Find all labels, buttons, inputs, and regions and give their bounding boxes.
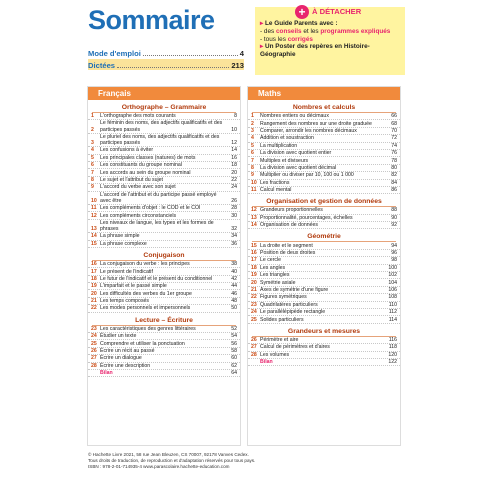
toc-row[interactable] [248,250,400,257]
toc-row[interactable] [248,287,400,294]
chapter-title: Quadrilatères particuliers [260,301,318,308]
chapter-title: Bilan [260,359,273,366]
chapter-number: 15 [91,240,97,247]
page-number: 78 [391,157,397,164]
toc-row[interactable] [248,302,400,309]
page-number: 74 [391,142,397,149]
toc-row[interactable] [88,113,240,120]
toc-row[interactable] [248,143,400,150]
chapter-number: 14 [251,222,257,229]
page-number: 98 [391,257,397,264]
page-number: 92 [391,222,397,229]
toc-row[interactable] [248,180,400,187]
toc-row[interactable] [248,337,400,344]
toc-row[interactable] [248,187,400,194]
chapter-title: Axes de symétrie d'une figure [260,287,329,293]
chapter-number: 12 [251,207,257,214]
page-number: 100 [388,264,397,271]
chapter-title: La droite et le segment [260,242,313,249]
chapter-number: 3 [251,127,254,134]
toc-row[interactable] [88,147,240,154]
chapter-title: Le parallélépipède rectangle [260,309,326,316]
chapter-number: 28 [91,362,97,369]
page-number: 62 [231,362,237,369]
chapter-number: 6 [251,150,254,157]
chapter-number: 20 [91,290,97,297]
chapter-number: 17 [251,257,257,264]
chapter-number: 28 [251,351,257,358]
page-number: 96 [391,250,397,257]
page-number: 18 [231,162,237,169]
chapter-number: 17 [91,268,97,275]
toc-row[interactable] [88,177,240,184]
page-number: 54 [231,333,237,340]
chapter-title: Les triangles [260,272,290,279]
toc-row[interactable] [248,294,400,301]
section-title: Géométrie [252,232,396,242]
toc-row[interactable] [88,298,240,305]
detach-title: À DÉTACHER [312,7,362,16]
detach-box [255,7,405,75]
detach-lines: ▸ Le Guide Parents avec : - des conseils et les programmes expliqués - tous les corrigés ▸ Un Poster des repères en Histoire-Géographie [260,20,391,59]
toc-entry-mode-emploi[interactable]: Mode d'emploi 4 [88,49,244,58]
page-number: 50 [231,305,237,312]
section-title: Orthographe – Grammaire [92,103,236,113]
chapter-number: 3 [91,140,94,146]
toc-row[interactable] [88,290,240,297]
chapter-title: Écrire un dialogue [100,355,142,362]
chapter-title: Écrire un récit au passé [100,348,155,355]
toc-row[interactable] [88,355,240,362]
page-number: 44 [231,283,237,290]
chapter-number: 15 [251,242,257,249]
chapter-number: 23 [91,325,97,332]
toc-row[interactable] [248,316,400,323]
toc-row[interactable] [248,120,400,127]
page-number: 20 [231,169,237,176]
chapter-title: L'orthographe des mots courants [100,113,176,120]
chapter-title: La phrase complexe [100,240,147,247]
page-number: 8 [234,113,237,120]
page-number: 110 [388,301,397,308]
toc-row[interactable] [248,272,400,279]
chapter-number: 26 [251,336,257,343]
chapter-title: Symétrie axiale [260,279,296,286]
chapter-title: Position de deux droites [260,250,316,257]
page-number: 46 [231,290,237,297]
francais-panel [87,86,241,446]
chapter-title: La multiplication [260,142,298,149]
chapter-number: 19 [91,283,97,290]
page-number: 66 [391,113,397,120]
section-title: Lecture – Écriture [92,316,236,326]
chapter-number: 5 [251,142,254,149]
chapter-title: Étudier un texte [100,333,137,340]
toc-row[interactable] [248,113,400,120]
chapter-number: 4 [251,135,254,142]
page-number: 70 [391,127,397,134]
chapter-title: Les modes personnels et impersonnels [100,305,191,312]
chapter-title: Grandeurs proportionnelles [260,207,323,214]
chapter-title: Le présent de l'indicatif [100,268,153,275]
chapter-number: 16 [91,261,97,268]
page-number: 40 [231,268,237,275]
chapter-title: Comparer, arrondir les nombres décimaux [260,127,357,134]
chapter-title: Les difficultés des verbes du 1er groupe [100,290,192,297]
chapter-number: 4 [91,147,94,154]
toc-row[interactable] [248,150,400,157]
toc-row[interactable] [88,283,240,290]
chapter-title: Les fractions [260,179,290,186]
page-number: 116 [388,336,397,343]
page-number: 94 [391,242,397,249]
toc-row[interactable] [88,233,240,240]
toc-row[interactable] [248,128,400,135]
toc-row[interactable] [88,220,240,233]
chapter-number: 26 [91,348,97,355]
chapter-title: Bilan [100,370,113,377]
page-number: 60 [231,355,237,362]
page-number: 84 [391,179,397,186]
chapter-number: 14 [91,233,97,240]
page-number: 58 [231,348,237,355]
chapter-number: 9 [91,184,94,191]
toc-row[interactable] [248,242,400,249]
toc-row[interactable] [88,305,240,312]
toc-row[interactable] [248,279,400,286]
chapter-number: 27 [91,355,97,362]
toc-row[interactable] [88,120,240,133]
chapter-number: 20 [251,279,257,286]
chapter-number: 21 [91,298,97,305]
section-title: Conjugaison [92,251,236,261]
page-number: 22 [231,176,237,183]
chapter-title: La conjugaison du verbe : les principes [100,261,190,268]
chapter-title: Addition et soustraction [260,135,314,142]
chapter-title: Les accords au sein du groupe nominal [100,169,191,176]
chapter-title: Proportionnalité, pourcentages, échelles [260,214,353,221]
chapter-number: 8 [251,164,254,171]
chapter-title: Calcul mental [260,187,292,194]
chapter-number: 6 [91,162,94,169]
chapter-title: Multiples et diviseurs [260,157,309,164]
chapter-title: Solides particuliers [260,316,304,323]
toc-row[interactable] [248,309,400,316]
toc-row[interactable] [88,155,240,162]
chapter-number: 5 [91,154,94,161]
chapter-title: Les confusions à éviter [100,147,154,154]
chapter-number: 7 [251,157,254,164]
page-number: 52 [231,325,237,332]
chapter-number: 1 [91,113,94,120]
chapter-title: La division avec quotient décimal [260,164,337,171]
chapter-title: Le féminin des noms, des adjectifs qualificatifs et des participes passés [100,120,223,133]
chapter-title: Organisation de données [260,222,318,229]
toc-row[interactable] [248,215,400,222]
toc-entry-dictees[interactable]: Dictées 213 [88,61,244,70]
toc-row[interactable] [248,265,400,272]
chapter-number: 18 [251,264,257,271]
page-number: 48 [231,298,237,305]
chapter-number: 13 [91,225,97,232]
toc-row[interactable] [88,326,240,333]
page-number: 86 [391,187,397,194]
maths-header: Maths [248,87,400,100]
chapter-number: 25 [251,316,257,323]
chapter-number: 23 [251,301,257,308]
chapter-title: Les constituants du groupe nominal [100,162,182,169]
page-number: 64 [231,370,237,377]
toc-row[interactable] [88,134,240,147]
page-number: 102 [388,272,397,279]
page-number: 80 [391,164,397,171]
chapter-number: 22 [91,305,97,312]
page-number: 122 [388,359,397,366]
toc-row[interactable] [88,268,240,275]
chapter-title: La phrase simple [100,233,140,240]
page-number: 114 [388,316,397,323]
chapter-number: 13 [251,214,257,221]
toc-row[interactable] [88,333,240,340]
chapter-number: 24 [251,309,257,316]
chapter-number: 2 [91,126,94,133]
chapter-number: 27 [251,344,257,351]
page-number: 42 [231,275,237,282]
plus-icon: + [295,5,309,19]
chapter-title: Nombres entiers ou décimaux [260,113,329,120]
chapter-number: 8 [91,176,94,183]
toc-row[interactable] [88,363,240,370]
page-number: 34 [231,233,237,240]
section-title: Organisation et gestion de données [252,197,396,207]
chapter-title: Figures symétriques [260,294,307,301]
chapter-number: 2 [251,120,254,127]
toc-row[interactable] [248,344,400,351]
page-number: 68 [391,120,397,127]
page-number: 104 [388,279,397,286]
chapter-title: Rangement des nombres sur une droite graduée [260,120,372,127]
chapter-title: Les compléments d'objet : le COD et le COI [100,205,201,212]
toc-row[interactable] [88,276,240,283]
chapter-title: Les compléments circonstanciels [100,212,177,219]
page-number: 26 [231,197,237,204]
page-number: 112 [388,309,397,316]
toc-row[interactable] [88,162,240,169]
toc-row[interactable] [88,205,240,212]
chapter-number: 11 [251,187,257,194]
toc-row[interactable] [88,192,240,205]
page-number: 56 [231,340,237,347]
chapter-title: Les temps composés [100,298,150,305]
page-number: 14 [231,147,237,154]
chapter-number: 7 [91,169,94,176]
section-title: Nombres et calculs [252,103,396,113]
toc-row[interactable] [248,359,400,366]
toc-row[interactable] [88,370,240,377]
footer: © Hachette Livre 2021, 58 rue Jean Bleuzen, CS 70007, 92178 Vanves Cedex. Tous droits de traduction, de reproduction et d'adaptation réservés pour tous pays. ISBN : 978-2-01-714935-4 www.parascolaire.hachette-education.com [88,452,256,469]
chapter-title: Les volumes [260,351,290,358]
toc-row[interactable] [248,257,400,264]
chapter-number: 22 [251,294,257,301]
page-number: 118 [388,344,397,351]
chapter-title: Le pluriel des noms, des adjectifs qualificatifs et des participes passés [100,133,220,146]
chapter-title: Les caractéristiques des genres littéraires [100,325,196,332]
chapter-title: La division avec quotient entier [260,150,332,157]
page-number: 120 [388,351,397,358]
page-number: 106 [388,287,397,293]
chapter-number: 18 [91,275,97,282]
page-number: 24 [231,184,237,191]
chapter-title: Le cercle [260,257,282,264]
toc-row[interactable] [248,222,400,229]
chapter-title: Les angles [260,264,286,271]
page-number: 72 [391,135,397,142]
toc-row[interactable] [88,169,240,176]
toc-row[interactable] [88,261,240,268]
chapter-title: L'accord du verbe avec son sujet [100,184,176,191]
maths-panel [247,86,401,446]
chapter-number: 12 [91,212,97,219]
chapter-number: 16 [251,250,257,257]
page-number: 32 [231,225,237,232]
toc-row[interactable] [248,352,400,359]
section-title: Grandeurs et mesures [252,327,396,337]
chapter-number: 21 [251,287,257,293]
toc-row[interactable] [248,172,400,179]
chapter-title: Multiplier ou diviser par 10, 100 ou 1 000 [260,172,354,179]
chapter-title: Le sujet et l'attribut du sujet [100,176,163,183]
toc-row[interactable] [248,157,400,164]
page-number: 108 [388,294,397,301]
chapter-title: Les principales classes (natures) de mots [100,154,196,161]
toc-row[interactable] [88,212,240,219]
toc-row[interactable] [248,165,400,172]
toc-row[interactable] [88,241,240,248]
toc-row[interactable] [248,135,400,142]
page-number: 82 [391,172,397,179]
chapter-title: Écrire une description [100,362,151,369]
toc-row[interactable] [88,340,240,347]
francais-header: Français [88,87,240,100]
chapter-title: Les niveaux de langue, les types et les formes de phrases [100,219,214,232]
chapter-title: Calcul de périmètres et d'aires [260,344,330,351]
chapter-number: 11 [91,205,97,212]
page-number: 76 [391,150,397,157]
chapter-number: 1 [251,113,254,120]
page-number: 30 [231,212,237,219]
page-number: 36 [231,240,237,247]
chapter-number: 9 [251,172,254,179]
page-number: 28 [231,205,237,212]
chapter-number: 10 [91,197,97,204]
chapter-number: 24 [91,333,97,340]
chapter-title: L'accord de l'attribut et du participe passé employé avec être [100,191,217,204]
chapter-title: L'imparfait et le passé simple [100,283,167,290]
page-number: 88 [391,207,397,214]
page-number: 12 [231,140,237,146]
chapter-number: 19 [251,272,257,279]
page-number: 38 [231,261,237,268]
page-title: Sommaire [88,5,215,35]
page-number: 10 [231,126,237,133]
page-number: 16 [231,154,237,161]
chapter-title: Le futur de l'indicatif et le présent du conditionnel [100,275,213,282]
toc-row[interactable] [88,184,240,191]
chapter-number: 25 [91,340,97,347]
chapter-title: Périmètre et aire [260,336,299,343]
chapter-title: Comprendre et utiliser la ponctuation [100,340,185,347]
page-number: 90 [391,214,397,221]
chapter-number: 10 [251,179,257,186]
toc-row[interactable] [248,207,400,214]
